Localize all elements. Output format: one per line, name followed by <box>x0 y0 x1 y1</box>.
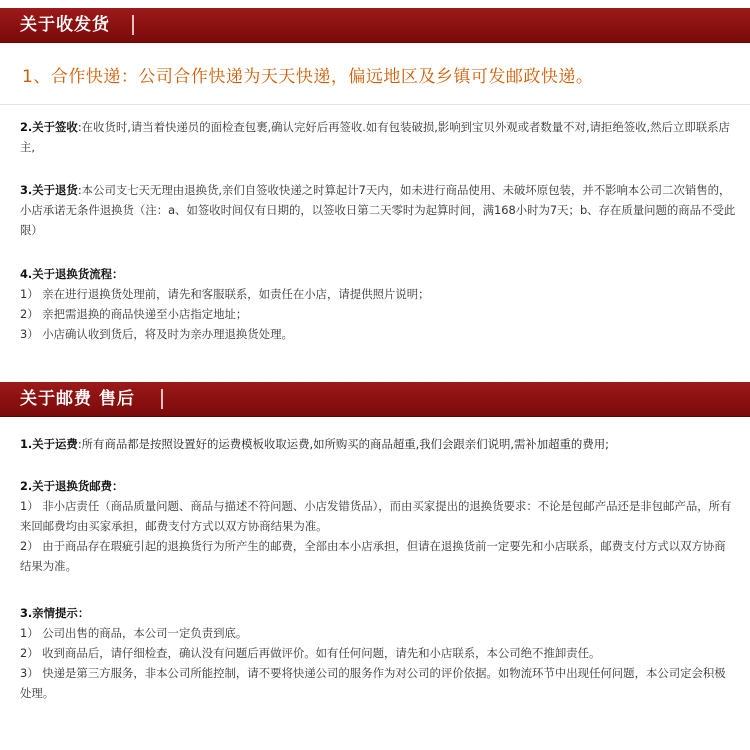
list-item: 2） 亲把需退换的商品快递至小店指定地址； <box>20 307 248 321</box>
courier-headline: 1、合作快递：公司合作快递为天天快递，偏远地区及乡镇可发邮政快递。 <box>22 67 594 87</box>
list-item: 1） 亲在进行退换货处理前，请先和客服联系，如责任在小店，请提供照片说明； <box>20 287 430 301</box>
list-item: 1） 公司出售的商品，本公司一定负责到底。 <box>20 626 248 640</box>
list-item: 2） 收到商品后，请仔细检查，确认没有问题后再做评价。如有任何问题，请先和小店联系，本公司绝不推卸责任。 <box>20 646 601 660</box>
friendly-tips-block <box>20 603 736 703</box>
sign-for-paragraph <box>20 117 736 157</box>
sign-for-text: :在收货时,请当着快递员的面检查包裹,确认完好后再签收.如有包装破损,影响到宝贝外观或者数量不对,请拒绝签收,然后立即联系店主, <box>20 120 730 154</box>
return-paragraph <box>20 180 736 240</box>
return-text: :本公司支七天无理由退换货,亲们自签收快递之时算起计7天内，如未进行商品使用、未破坏原包装，并不影响本公司二次销售的，小店承诺无条件退换货（注：a、如签收时间仅有日期的，以签收日第二天零时为起算时间，满168小时为7天；b、存在质量问题的商品不受此限） <box>20 183 736 237</box>
list-item: 3） 小店确认收到货后，将及时为亲办理退换货处理。 <box>20 327 293 341</box>
return-process-label: 4.关于退换货流程： <box>20 267 124 281</box>
section-banner-shipping <box>0 8 750 43</box>
sign-for-label: 2.关于签收 <box>20 120 78 134</box>
section-title-shipping: 关于收发货 <box>20 15 110 35</box>
list-item: 2） 由于商品存在瑕疵引起的退换货行为所产生的邮费，全部由本小店承担，但请在退换货前一定要先和小店联系，邮费支付方式以双方协商结果为准。 <box>20 539 726 573</box>
return-label: 3.关于退货 <box>20 183 78 197</box>
banner-divider <box>132 15 134 35</box>
list-item: 3） 快递是第三方服务，非本公司所能控制，请不要将快递公司的服务作为对公司的评价依据。如物流环节中出现任何问题，本公司定会积极处理。 <box>20 666 726 700</box>
return-process-block <box>20 264 736 344</box>
return-postage-block <box>20 476 736 576</box>
freight-text: :所有商品都是按照设置好的运费模板收取运费,如所购买的商品超重,我们会跟亲们说明,需补加超重的费用; <box>77 437 609 451</box>
freight-label: 1.关于运费 <box>20 437 78 451</box>
friendly-tips-label: 3.亲情提示： <box>20 606 90 620</box>
divider-line <box>0 104 750 105</box>
list-item: 1） 非小店责任（商品质量问题、商品与描述不符问题、小店发错货品），而由买家提出的退换货要求：不论是包邮产品还是非包邮产品，所有来回邮费均由买家承担，邮费支付方式以双方协商结果为准。 <box>20 499 732 533</box>
freight-paragraph <box>20 434 736 454</box>
return-postage-label: 2.关于退换货邮费： <box>20 479 124 493</box>
section-banner-postage <box>0 382 750 417</box>
banner-divider <box>161 389 163 409</box>
section-title-postage: 关于邮费 售后 <box>20 389 135 409</box>
